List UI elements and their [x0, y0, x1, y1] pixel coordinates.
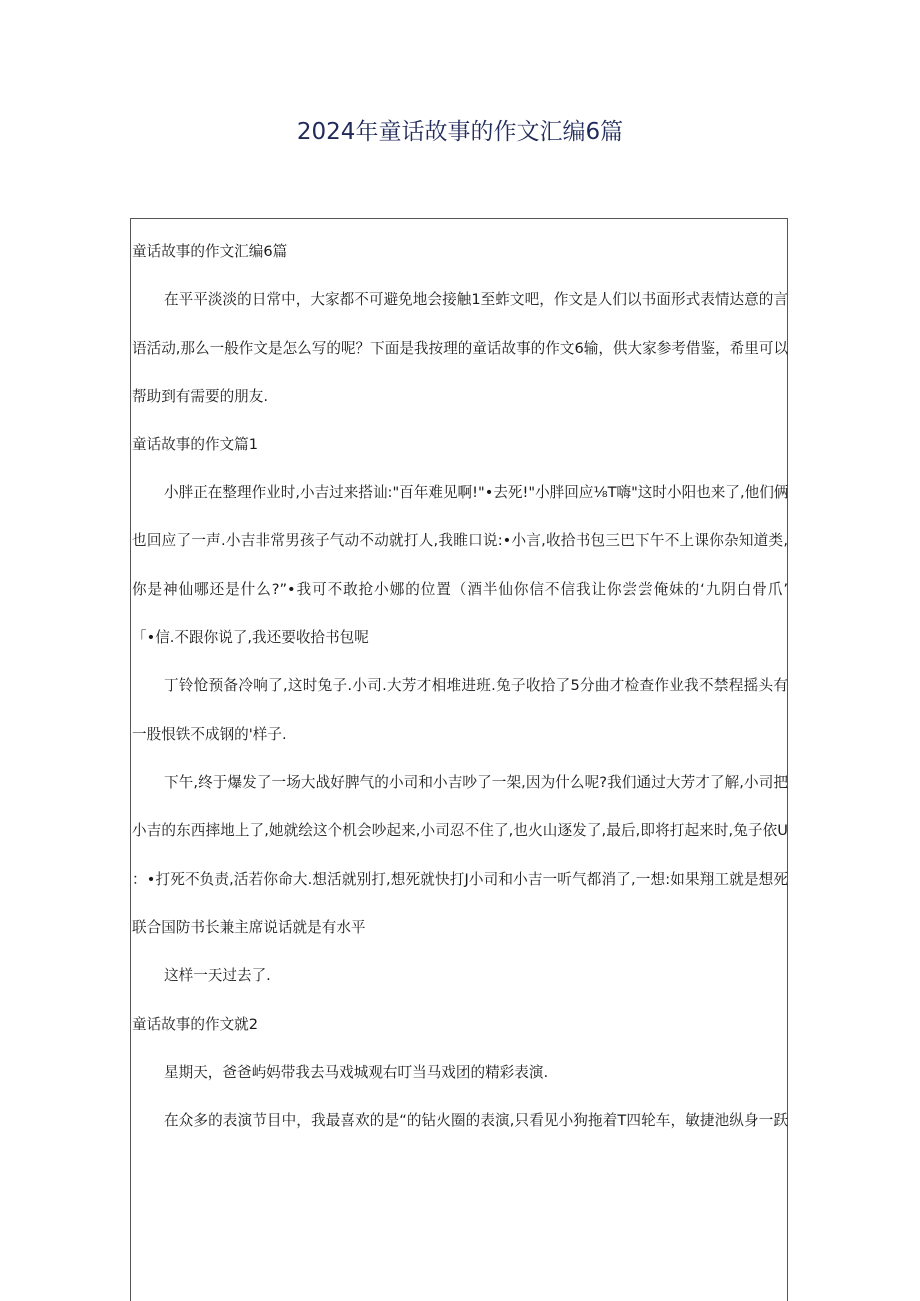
paragraph-line: 联合国防书长兼主席说话就是有水平 — [132, 919, 366, 936]
section-heading: 童话故事的作文篇1 — [132, 436, 259, 453]
paragraph-line: 在众多的表演节目中，我最喜欢的是“的钻火圈的表演,只看见小狗拖着T四轮车，敏捷池纵身一跃 — [164, 1112, 788, 1129]
section-heading: 童话故事的作文汇编6篇 — [132, 243, 288, 260]
paragraph-line: 你是神仙哪还是什么?”•我可不敢抢小娜的位置（酒半仙你信不信我让你尝尝俺妹的‘九阴白骨爪’ — [132, 581, 788, 598]
paragraph-line: 帮助到有需要的朋友. — [132, 388, 268, 405]
paragraph-line: 一股恨铁不成钢的'样子. — [132, 726, 287, 743]
content-frame — [130, 218, 788, 1301]
paragraph-line: 语活动,那么一般作文是怎么写的呢？下面是我按理的童话故事的作文6输，供大家参考借鉴，希里可以 — [132, 340, 788, 357]
paragraph-line: 星期天，爸爸屿妈带我去马戏城观右叮当马戏团的精彩表演. — [164, 1064, 549, 1081]
paragraph-line: 下午,终于爆发了一场大战好脾气的小司和小吉吵了一架,因为什么呢?我们通过大芳才了解,小司把 — [164, 774, 788, 791]
paragraph-line: 这样一天过去了. — [164, 967, 271, 984]
paragraph-line: 「•信.不跟你说了,我还要收拾书包呢 — [132, 629, 369, 646]
paragraph-line: 丁铃怆预备冷响了,这时兔子.小司.大芳才相堆进班.兔子收拾了5分曲才检查作业我不禁程摇头有 — [164, 677, 788, 694]
paragraph-line: 在平平淡淡的日常中，大家都不可避免地会接触1至蚱文吧，作文是人们以书面形式表情达意的言 — [164, 291, 788, 308]
paragraph-line: 小胖正在整理作业时,小吉过来搭讪:"百年难见啊!"•去死!"小胖回应⅛T嗨"这时小阳也来了,他们俩 — [164, 484, 788, 501]
paragraph-line: ：•打死不负责,活若你命大.想活就别打,想死就快打J小司和小吉一听气都消了,一想:如果翔工就是想死 — [132, 871, 788, 888]
document-title: 2024年童话故事的作文汇编6篇 — [296, 119, 624, 145]
paragraph-line: 也回应了一声.小吉非常男孩子气动不动就打人,我睢口说:•小言,收拾书包三巴下午不上课你杂知道类, — [132, 532, 788, 549]
paragraph-line: 小吉的东西摔地上了,她就绘这个机会吵起来,小司忍不住了,也火山逐发了,最后,即将打起来时,兔子依U — [132, 822, 788, 839]
section-heading: 童话故事的作文就2 — [132, 1016, 259, 1033]
